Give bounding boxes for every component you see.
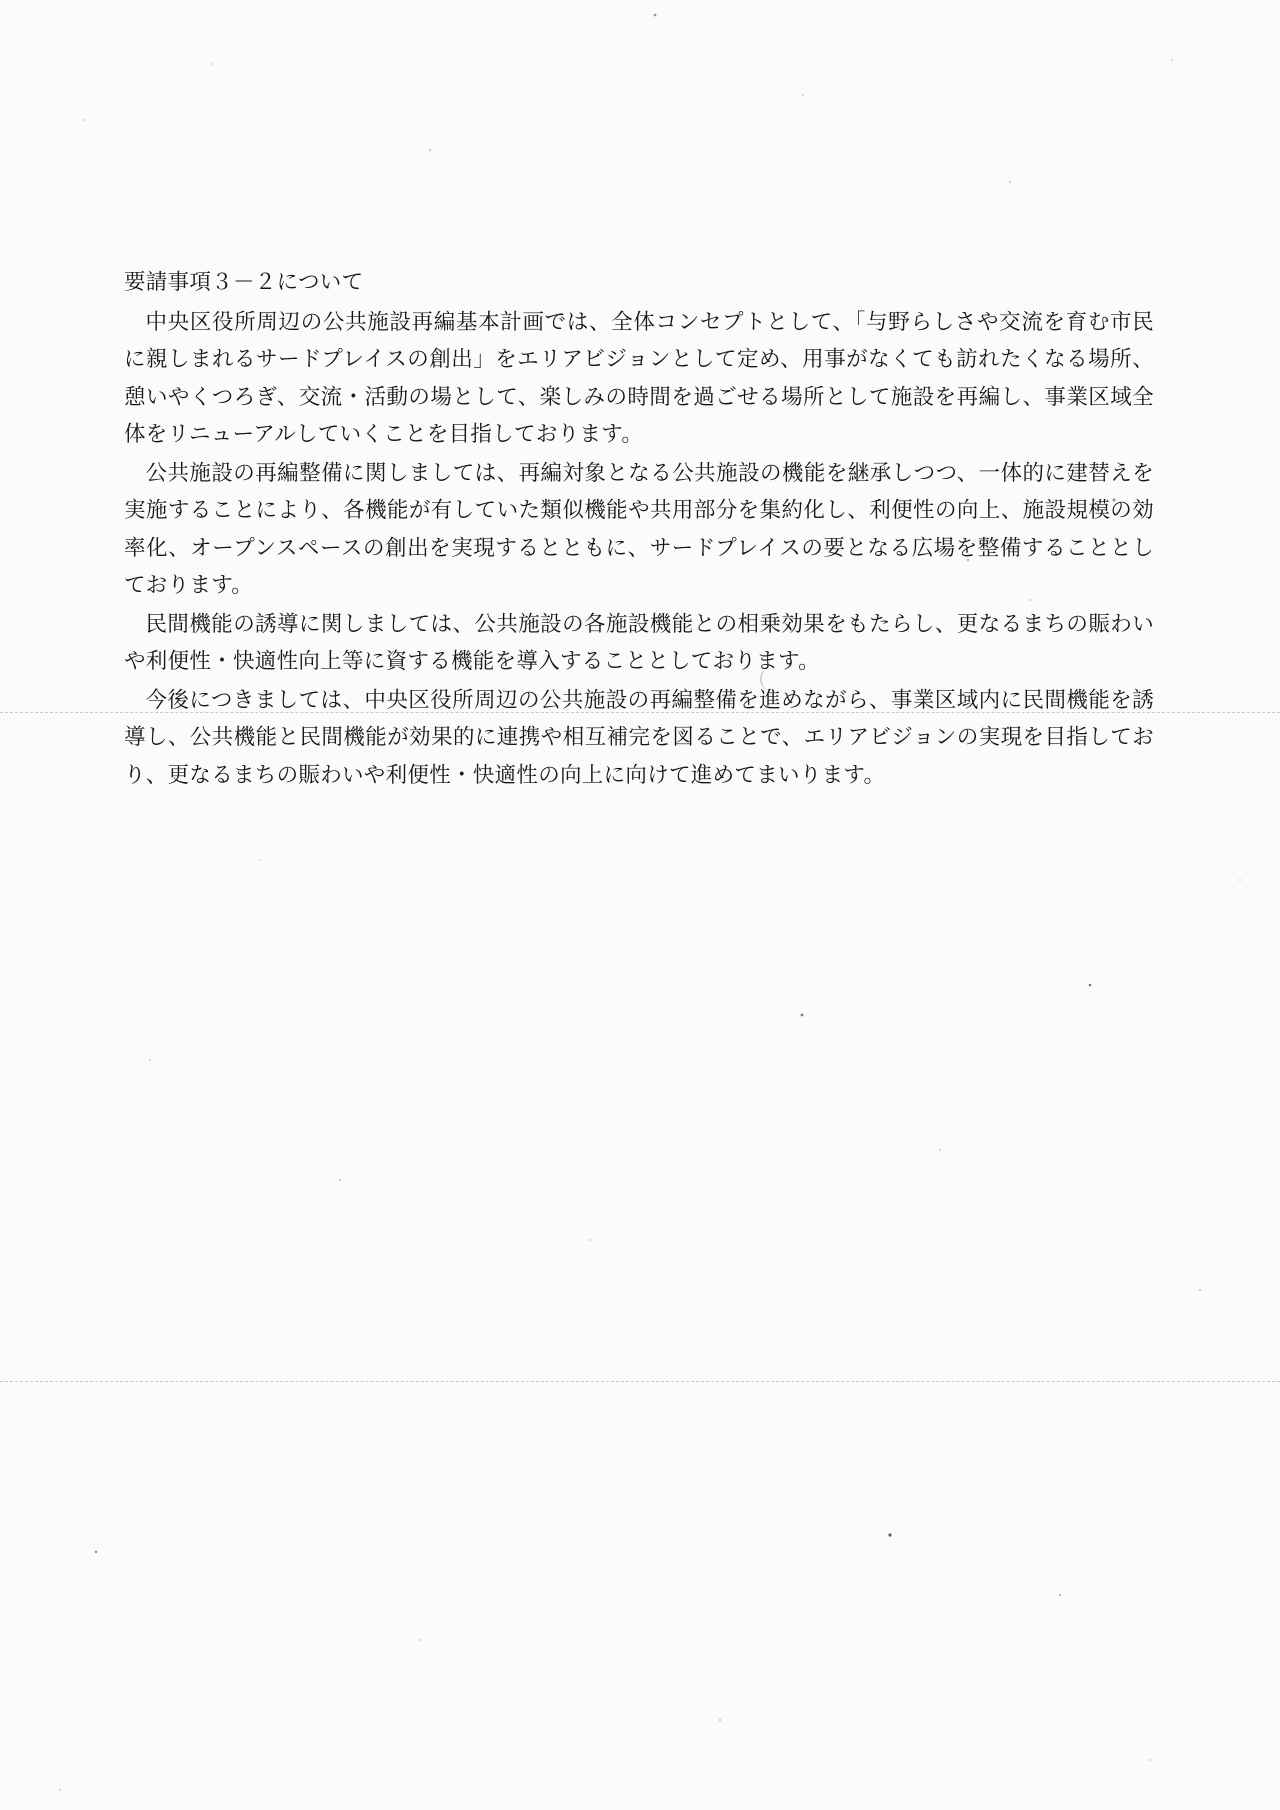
section-heading: 要請事項３－２について [124, 270, 364, 295]
speckle [939, 1149, 941, 1151]
speckle [654, 14, 657, 17]
speckle [801, 1014, 804, 1017]
speckle [1089, 984, 1092, 987]
speckle [1059, 1594, 1061, 1596]
speckle [888, 1533, 891, 1536]
fold-line [0, 1381, 1280, 1382]
speckle [149, 1059, 151, 1061]
speckle [83, 119, 85, 121]
speckle [719, 1719, 721, 1721]
speckle [59, 1789, 61, 1791]
speckle [259, 859, 261, 861]
speckle [339, 1179, 341, 1181]
speckle [1171, 59, 1173, 61]
speckle [1009, 181, 1011, 183]
speckle [211, 63, 213, 65]
paragraph-private-function-induction: 民間機能の誘導に関しましては、公共施設の各施設機能との相乗効果をもたらし、更なるまちの賑わいや利便性・快適性向上等に資する機能を導入することとしております。 [124, 611, 1154, 674]
paragraph-public-facility-redevelopment: 公共施設の再編整備に関しましては、再編対象となる公共施設の機能を継承しつつ、一体的に建替えを実施することにより、各機能が有していた類似機能や共用部分を集約化し、利便性の向上、施設規模の効率化、オープンスペースの創出を実現するとともに、サードプレイスの要となる広場を整備することとしております。 [124, 460, 1154, 598]
speckle [1239, 879, 1241, 881]
speckle [1199, 1289, 1201, 1291]
document-body [124, 264, 1154, 795]
speckle [95, 1551, 97, 1553]
paragraph-future-plan: 今後につきましては、中央区役所周辺の公共施設の再編整備を進めながら、事業区域内に民間機能を誘導し、公共機能と民間機能が効果的に連携や相互補完を図ることで、エリアビジョンの実現を目指しており、更なるまちの賑わいや利便性・快適性の向上に向けて進めてまいります。 [124, 687, 1154, 788]
speckle [589, 1239, 591, 1241]
speckle [419, 1639, 421, 1641]
speckle [429, 149, 431, 151]
paragraph-area-vision: 中央区役所周辺の公共施設再編基本計画では、全体コンセプトとして、「与野らしさや交流を育む市民に親しまれるサードプレイスの創出」をエリアビジョンとして定め、用事がなくても訪れたくなる場所、憩いやくつろぎ、交流・活動の場として、楽しみの時間を過ごせる場所として施設を再編し、事業区域全体をリニューアルしていくことを目指しております。 [124, 309, 1154, 447]
speckle [1149, 1759, 1151, 1761]
speckle [802, 94, 804, 96]
